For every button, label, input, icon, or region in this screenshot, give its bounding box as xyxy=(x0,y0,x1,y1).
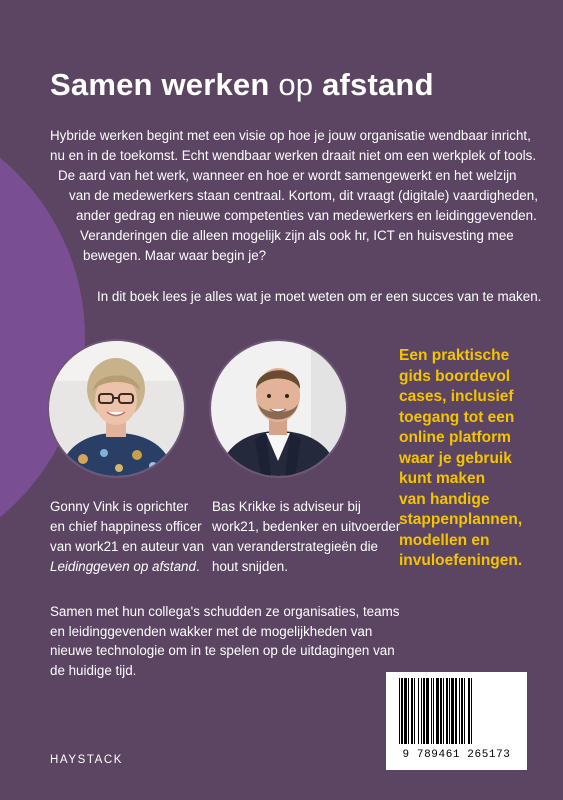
bio-line: van work21 en auteur van xyxy=(50,539,205,554)
barcode-bars xyxy=(397,678,516,746)
promo-line: gids boordevol xyxy=(399,367,511,385)
intro-line: bewegen. Maar waar begin je? xyxy=(83,248,267,263)
intro-line: De aard van het werk, wanneer en hoe er wordt samengewerkt en het welzijn xyxy=(58,168,517,183)
isbn-number: 9 789461 265173 xyxy=(402,749,511,761)
barcode-bar xyxy=(440,678,442,744)
barcode-bar xyxy=(471,678,472,744)
intro-line: ander gedrag en nieuwe competenties van medewerkers en leidinggevenden. xyxy=(76,208,537,223)
barcode-bar xyxy=(461,678,463,744)
closing-paragraph xyxy=(50,602,399,680)
closing-line: nieuwe technologie om in te spelen op de uitdagingen van xyxy=(50,643,395,658)
cover-title xyxy=(50,66,434,103)
promo-line: Een praktische xyxy=(399,347,510,364)
barcode-bar xyxy=(468,678,470,744)
closing-line: de huidige tijd. xyxy=(50,662,137,678)
barcode-bar xyxy=(414,678,415,744)
book-title-suffix: . xyxy=(195,559,200,574)
barcode-bar xyxy=(408,678,409,744)
barcode-bar xyxy=(431,678,432,744)
intro-paragraph xyxy=(0,126,563,266)
promo-line: cases, inclusief xyxy=(399,388,514,405)
title-part-2: op xyxy=(278,67,314,102)
bio-line: en chief happiness officer xyxy=(50,519,202,534)
promo-text xyxy=(399,346,522,572)
barcode-bar xyxy=(399,678,400,744)
barcode-bar xyxy=(411,678,413,744)
promo-line: invuloefeningen. xyxy=(399,552,523,569)
intro-line: Veranderingen die alleen mogelijk zijn als ook hr, ICT en huisvesting mee xyxy=(80,228,514,243)
title-part-3: afstand xyxy=(322,67,434,102)
promo-line: van handige xyxy=(399,490,490,508)
portrait-illustration-gonny xyxy=(49,341,184,476)
book-title-italic: Leidinggeven op afstand xyxy=(50,559,196,574)
portrait-illustration-bas xyxy=(211,341,346,476)
barcode-bar xyxy=(421,678,422,744)
closing-line: Samen met hun collega's schudden ze organisaties, teams xyxy=(50,604,400,619)
lead-sentence: In dit boek lees je alles wat je moet weten om er een succes van te maken. xyxy=(97,289,542,304)
bio-line: hout snijden. xyxy=(212,559,288,574)
barcode-bar xyxy=(464,678,465,744)
barcode-bar xyxy=(446,678,448,744)
barcode-bar xyxy=(451,678,454,744)
barcode-bar xyxy=(426,678,429,744)
bio-line: Bas Krikke is adviseur bij xyxy=(212,499,361,514)
barcode-bar xyxy=(436,678,439,744)
author-photo-gonny xyxy=(47,339,186,478)
author-bio-bas xyxy=(212,497,400,577)
barcode-bar xyxy=(423,678,425,744)
promo-line: online platform xyxy=(399,429,511,446)
author-photo-bas xyxy=(209,339,348,478)
barcode-bar xyxy=(449,678,450,744)
intro-line: nu en in de toekomst. Echt wendbaar werken draait niet om een werkplek of tools. xyxy=(50,148,537,163)
barcode-bar xyxy=(404,678,407,744)
intro-line: van de medewerkers staan centraal. Kortom, dit vraagt (digitale) vaardigheden, xyxy=(69,188,538,203)
closing-line: en leidinggevenden wakker met de mogelijkheden van xyxy=(50,623,373,639)
promo-line: modellen en xyxy=(399,531,490,549)
barcode-bar xyxy=(433,678,434,744)
author-bio-gonny xyxy=(50,497,204,577)
publisher-logo: HAYSTACK xyxy=(50,754,124,766)
barcode-bar xyxy=(443,678,444,744)
bio-line: Gonny Vink is oprichter xyxy=(50,499,189,514)
promo-line: waar je gebruik xyxy=(399,449,512,467)
barcode-bar xyxy=(459,678,460,744)
title-part-1: Samen werken xyxy=(50,67,270,102)
barcode-bar xyxy=(418,678,419,744)
barcode xyxy=(386,672,527,770)
barcode-bar xyxy=(401,678,403,744)
intro-line: Hybride werken begint met een visie op hoe je jouw organisatie wendbaar inricht, xyxy=(50,128,531,143)
bio-line-book xyxy=(50,557,204,577)
promo-line: toegang tot een xyxy=(399,408,515,426)
promo-line: stappenplannen, xyxy=(399,511,523,528)
promo-line: kunt maken xyxy=(399,470,486,487)
bio-line: work21, bedenker en uitvoerder xyxy=(212,519,401,534)
barcode-bar xyxy=(455,678,457,744)
bio-line: van veranderstrategieën die xyxy=(212,539,379,554)
